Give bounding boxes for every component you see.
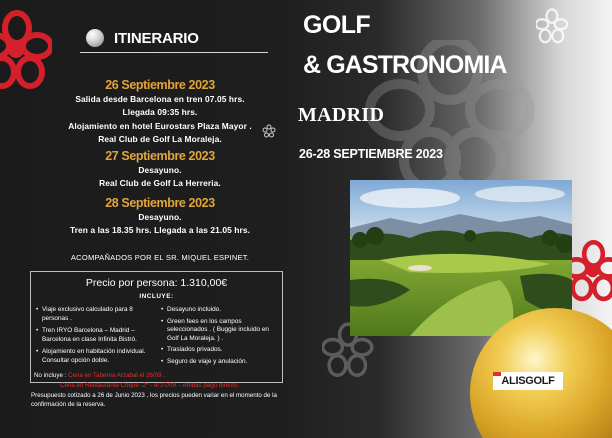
- logo-text: ALISGOLF: [501, 375, 555, 387]
- day-line: Alojamiento en hotel Eurostars Plaza Mayor .: [68, 120, 252, 131]
- snowflake-icon: [262, 124, 276, 138]
- includes-list-right: [161, 306, 281, 370]
- itinerary-header: [86, 26, 199, 50]
- accompanied-note: ACOMPAÑADOS POR EL SR. MIQUEL ESPINET.: [70, 253, 250, 262]
- day-date: 27 Septiembre 2023: [105, 149, 215, 163]
- includes-list-left: [36, 306, 154, 370]
- list-item: • Desayuno incluido.: [161, 306, 221, 313]
- day-line: Desayuno.: [138, 165, 182, 175]
- list-item: • Alojamiento en habitación individual. Consultar opción doble.: [36, 348, 146, 364]
- price-per-person: Precio por persona: 1.310,00€: [85, 277, 228, 289]
- flower-outline-icon: [536, 8, 568, 44]
- day-date: 26 Septiembre 2023: [105, 78, 215, 92]
- golf-ball-icon: [86, 29, 104, 47]
- price-box: [30, 271, 283, 383]
- day-2: [30, 149, 290, 191]
- event-city: MADRID: [298, 104, 385, 126]
- day-3: [30, 196, 290, 238]
- alisgolf-logo: [493, 372, 563, 390]
- logo-accent: [493, 372, 501, 376]
- event-title: GOLF: [303, 11, 371, 39]
- day-line: Real Club de Golf La Herreria.: [99, 178, 221, 189]
- budget-note: Presupuesto cotizado a 26 de Junio 2023 , los precios pueden variar en el momento de la confirmación de la reserva.: [31, 392, 277, 408]
- flower-icon: [566, 240, 612, 302]
- day-line: Desayuno.: [138, 212, 182, 222]
- day-date: 28 Septiembre 2023: [105, 196, 215, 210]
- not-included-item: Cena en Restaurante Coque -2* - el 27/09 – Ambas pago directo.: [60, 382, 240, 389]
- day-line: Llegada 09:35 hrs.: [122, 107, 198, 118]
- includes-label: INCLUYE:: [139, 293, 174, 300]
- not-included-item: Cena en Taberna Arzabal el 26/09 .: [68, 372, 165, 379]
- list-item: • Seguro de viaje y anulación.: [161, 357, 248, 365]
- event-title: & GASTRONOMIA: [303, 51, 507, 79]
- divider: [80, 52, 268, 53]
- not-included: [34, 372, 165, 379]
- list-item: • Traslados privados.: [161, 346, 223, 354]
- list-item: • Tren IRYO Barcelona – Madrid – Barcelona en clase Infinita Bistró.: [36, 327, 137, 343]
- day-line: Salida desde Barcelona en tren 07.05 hrs.: [75, 94, 245, 104]
- list-item: • Green fees en los campos seleccionados . ( Buggie incluido en Golf La Moraleja. ) .: [161, 317, 269, 342]
- day-line: Real Club de Golf La Moraleja.: [98, 133, 222, 144]
- list-item: • Viaje exclusivo calculado para 8 personas .: [36, 306, 133, 322]
- event-dates: 26-28 SEPTIEMBRE 2023: [299, 147, 443, 161]
- itinerary-title: ITINERARIO: [114, 29, 199, 47]
- not-included-label: No incluye :: [34, 372, 69, 379]
- day-1: [30, 78, 290, 146]
- day-line: Tren a las 18.35 hrs. Llegada a las 21.05 hrs.: [69, 225, 251, 236]
